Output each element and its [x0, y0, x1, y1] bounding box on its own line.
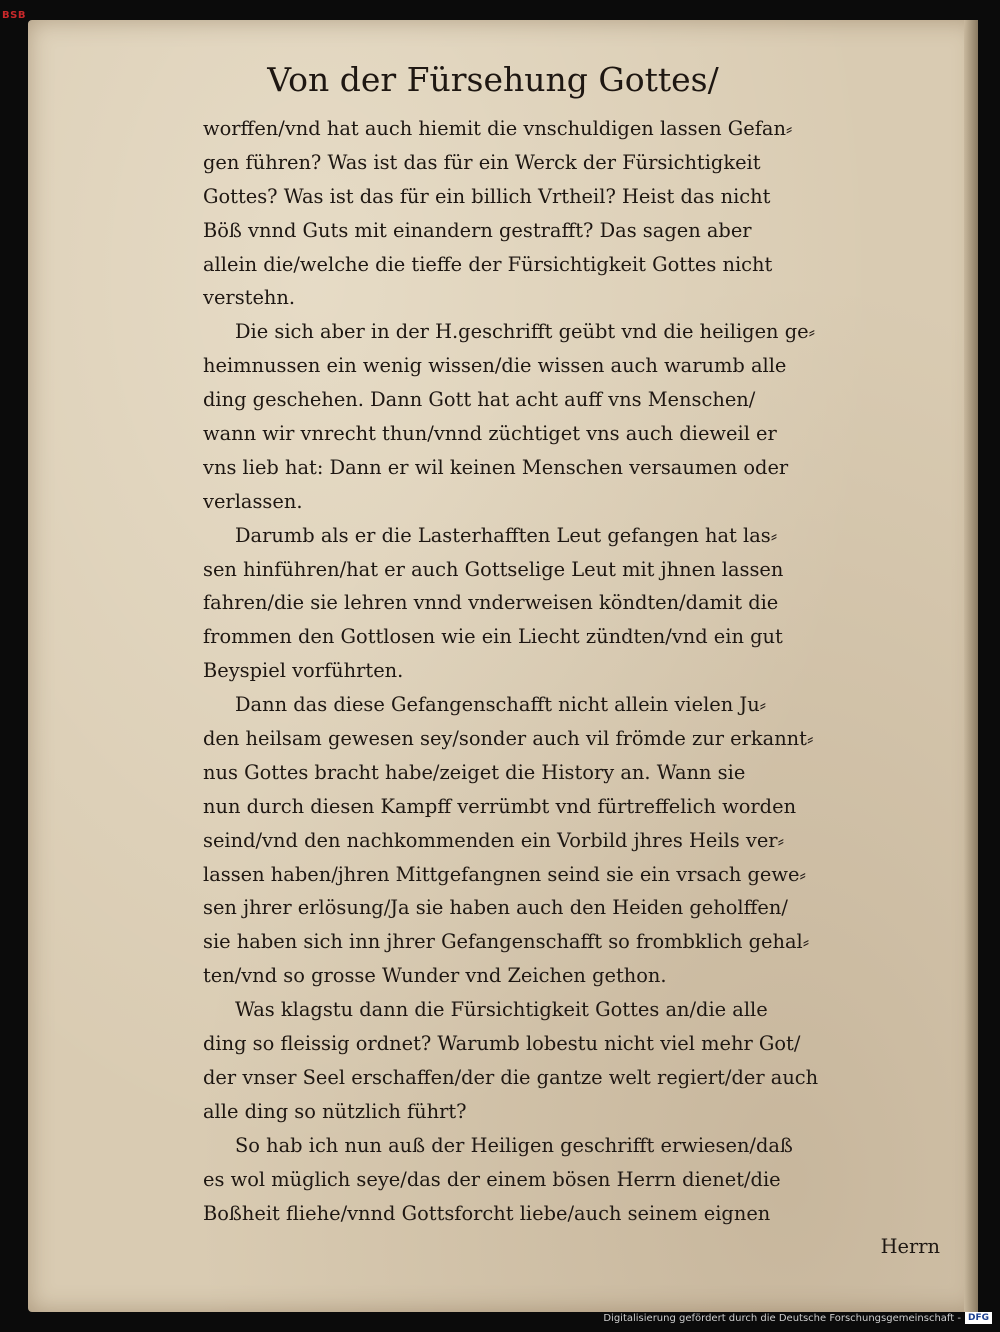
text-line: frommen den Gottlosen wie ein Liecht zündten/vnd ein gut: [203, 625, 783, 649]
footer: [603, 1312, 992, 1328]
text-line: heimnussen ein wenig wissen/die wissen auch warumb alle: [203, 354, 787, 378]
text-line: nun durch diesen Kampff verrümbt vnd fürtreffelich worden: [203, 794, 797, 818]
text-line: Die sich aber in der H.geschrifft geübt vnd die heiligen ge⸗: [235, 320, 816, 344]
text-line: gen führen? Was ist das für ein Werck der Fürsichtigkeit: [203, 150, 761, 174]
text-line: den heilsam gewesen sey/sonder auch vil frömde zur erkannt⸗: [203, 727, 814, 751]
text-line: vns lieb hat: Dann er wil keinen Menschen versaumen oder: [203, 455, 789, 479]
footer-text: Digitalisierung gefördert durch die Deutsche Forschungsgemeinschaft -: [603, 1313, 961, 1324]
text-line: ten/vnd so grosse Wunder vnd Zeichen gethon.: [203, 964, 667, 988]
book-page: [28, 20, 978, 1312]
text-line: verstehn.: [203, 286, 296, 310]
text-line: Darumb als er die Lasterhafften Leut gefangen hat las⸗: [235, 523, 778, 547]
text-line: fahren/die sie lehren vnnd vnderweisen köndten/damit die: [203, 591, 779, 615]
text-line: es wol müglich seye/das der einem bösen Herrn dienet/die: [203, 1167, 781, 1191]
text-line: Dann das diese Gefangenschafft nicht allein vielen Ju⸗: [235, 693, 767, 717]
running-head: Von der Fürsehung Gottes/: [267, 60, 719, 99]
text-line: Boßheit fliehe/vnnd Gottsforcht liebe/auch seinem eignen: [203, 1201, 771, 1225]
text-line: Beyspiel vorführten.: [203, 659, 404, 683]
text-line: ding geschehen. Dann Gott hat acht auff vns Menschen/: [203, 388, 756, 412]
text-line: verlassen.: [203, 489, 303, 513]
text-line: allein die/welche die tieffe der Fürsichtigkeit Gottes nicht: [203, 252, 773, 276]
text-line: Was klagstu dann die Fürsichtigkeit Gottes an/die alle: [235, 998, 768, 1022]
text-line: sie haben sich inn jhrer Gefangenschafft so frombklich gehal⸗: [203, 930, 810, 954]
page-edge: [964, 20, 978, 1312]
text-line: seind/vnd den nachkommenden ein Vorbild jhres Heils ver⸗: [203, 828, 785, 852]
text-line: Böß vnnd Guts mit einandern gestrafft? Das sagen aber: [203, 218, 752, 242]
text-line: sen jhrer erlösung/Ja sie haben auch den Heiden geholffen/: [203, 896, 788, 920]
text-line: wann wir vnrecht thun/vnnd züchtiget vns auch dieweil er: [203, 422, 777, 446]
text-line: sen hinführen/hat er auch Gottselige Leut mit jhnen lassen: [203, 557, 784, 581]
text-line: ding so fleissig ordnet? Warumb lobestu nicht viel mehr Got/: [203, 1032, 801, 1056]
catchword: Herrn: [880, 1235, 940, 1259]
bsb-logo: BSB: [2, 10, 26, 21]
text-line: So hab ich nun auß der Heiligen geschrifft erwiesen/daß: [235, 1133, 793, 1157]
text-line: nus Gottes bracht habe/zeiget die History an. Wann sie: [203, 760, 746, 784]
dfg-logo: DFG: [965, 1312, 992, 1324]
text-line: der vnser Seel erschaffen/der die gantze welt regiert/der auch: [203, 1065, 819, 1089]
text-line: worffen/vnd hat auch hiemit die vnschuldigen lassen Gefan⸗: [203, 117, 793, 140]
text-line: lassen haben/jhren Mittgefangnen seind sie ein vrsach gewe⸗: [203, 862, 806, 886]
text-line: Gottes? Was ist das für ein billich Vrtheil? Heist das nicht: [203, 184, 771, 208]
text-line: alle ding so nützlich führt?: [203, 1099, 467, 1123]
text-block: [203, 112, 948, 1264]
